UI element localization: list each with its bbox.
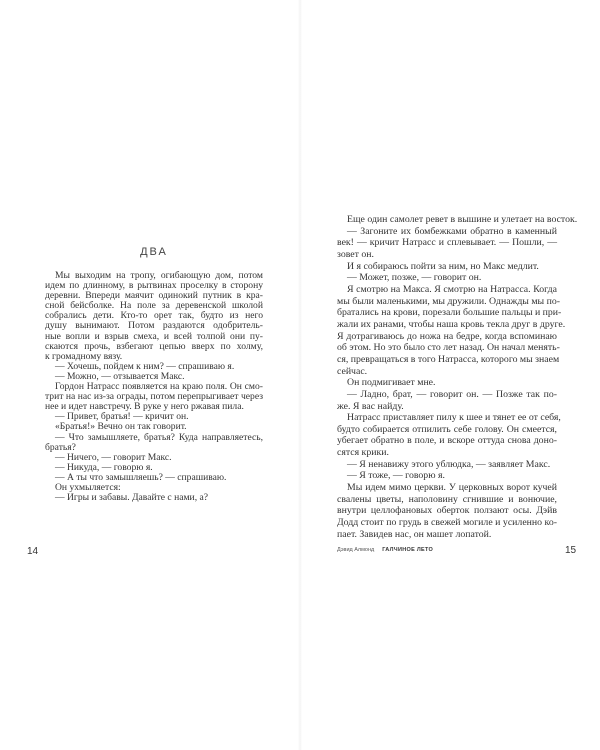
- text-line: к громадному вязу.: [45, 350, 123, 362]
- paragraph: [337, 470, 557, 482]
- text-line: братались на крови, порезали большие пальцы и при-: [337, 307, 562, 319]
- text-line: деревни. Впереди маячит одинокий путник в кра-: [45, 290, 263, 302]
- text-line: будто собирается отпилить себе голову. Он смеется,: [337, 423, 557, 435]
- text-line: ся, превращаться в того Натрасса, которого мы знаем: [337, 353, 560, 365]
- paragraph: [337, 214, 578, 226]
- right-page: [300, 0, 600, 750]
- paragraph: [45, 271, 263, 362]
- text-line: трит на нас из-за ограды, потом перепрыгивает через: [45, 391, 263, 403]
- text-line: сной бейсболке. На поле за деревенской школой: [45, 300, 263, 312]
- text-line: сятся крики.: [337, 447, 389, 459]
- paragraph: [337, 261, 557, 273]
- text-line: пает. Завидев нас, он машет лопатой.: [337, 528, 492, 540]
- right-page-text: [337, 214, 578, 540]
- left-page-text: [45, 271, 263, 503]
- text-line: мы были маленькими, мы дружили. Однажды мы по-: [337, 295, 560, 307]
- text-line: Гордон Натрасс появляется на краю поля. Он смо-: [55, 381, 263, 393]
- text-line: — Ничего, — говорит Макс.: [55, 451, 172, 463]
- text-line: век! — кричит Натрасс и сплевывает. — Пошли, —: [337, 237, 557, 249]
- page-number-left: 14: [27, 546, 39, 557]
- paragraph: [45, 433, 263, 453]
- text-line: — Хочешь, пойдем к ним? — спрашиваю я.: [55, 360, 235, 372]
- paragraph: [337, 226, 557, 261]
- text-line: — Я тоже, — говорю я.: [347, 470, 445, 482]
- paragraph: [45, 422, 263, 432]
- text-line: — Может, позже, — говорит он.: [347, 272, 482, 284]
- text-line: нее и идет навстречу. В руке у него ржавая пила.: [45, 401, 244, 413]
- text-line: ные вопли и взрыв смеха, и всей толпой они пу-: [45, 330, 263, 342]
- paragraph: [45, 382, 263, 412]
- text-line: свалены цветы, наполовину сгнившие и вонючие,: [337, 493, 557, 505]
- text-line: внутри целлофановых оберток ползают осы. Дэйв: [337, 505, 557, 517]
- text-line: душу вынимают. Потом раздаются одобритель-: [45, 320, 263, 332]
- text-line: Он ухмыляется:: [55, 481, 121, 493]
- text-line: — Никуда, — говорю я.: [55, 461, 153, 473]
- paragraph: [337, 459, 557, 471]
- paragraph: [337, 412, 561, 459]
- text-line: Мы выходим на тропу, огибающую дом, потом: [55, 270, 263, 281]
- text-line: Он подмигивает мне.: [347, 377, 436, 389]
- page-number-right: 15: [565, 545, 577, 556]
- paragraph: [337, 377, 557, 389]
- paragraph: [337, 283, 566, 377]
- text-line: Натрасс приставляет пилу к шее и тянет ее от себя,: [347, 412, 561, 424]
- text-line: братья?: [45, 441, 76, 453]
- text-line: Еще один самолет ревет в вышине и улетает на восток.: [347, 214, 578, 225]
- text-line: И я собираюсь пойти за ним, но Макс медлит.: [347, 260, 539, 272]
- chapter-title: ДВА: [140, 246, 168, 258]
- text-line: — А ты что замышляешь? — спрашиваю.: [55, 471, 227, 483]
- text-line: — Можно, — отзывается Макс.: [55, 370, 185, 382]
- footer-author: Дэвид Алмонд: [337, 547, 375, 553]
- paragraph: [337, 482, 557, 540]
- paragraph: [337, 389, 557, 412]
- text-line: — Игры и забавы. Давайте с нами, а?: [55, 492, 209, 504]
- text-line: «Братья!» Вечно он так говорит.: [55, 421, 187, 433]
- paragraph: [337, 272, 557, 284]
- footer-book-title: ГАЛЧИНОЕ ЛЕТО: [382, 547, 434, 553]
- text-line: сейчас.: [337, 365, 368, 377]
- running-footer: [337, 547, 433, 553]
- text-line: собрались дети. Кто-то орет так, будто из него: [45, 310, 263, 322]
- text-line: об этом. Но это было сто лет назад. Он начал менять-: [337, 342, 560, 354]
- text-line: — Загоните их бомбежками обратно в каменный: [347, 225, 557, 237]
- text-line: зовет он.: [337, 248, 374, 260]
- text-line: же. Я вас найду.: [337, 400, 404, 412]
- text-line: Я смотрю на Макса. Я смотрю на Натрасса. Когда: [347, 283, 557, 295]
- text-line: Мы идем мимо церкви. У церковных ворот кучей: [347, 482, 557, 494]
- text-line: жали их ранами, чтобы наша кровь текла друг в друге.: [337, 318, 566, 330]
- text-line: — Ладно, брат, — говорит он. — Позже так по-: [347, 388, 557, 400]
- text-line: — Я ненавижу этого ублюдка, — заявляет Макс.: [347, 458, 551, 470]
- text-line: Додд стоит по грудь в свежей могиле и усиленно ко-: [337, 517, 557, 529]
- text-line: убегает обратно в поле, и вскоре оттуда снова доно-: [337, 435, 557, 447]
- text-line: — Привет, братья! — кричит он.: [55, 411, 189, 423]
- paragraph: [45, 493, 263, 503]
- text-line: Я дотрагиваюсь до ножа на бедре, когда вспоминаю: [337, 330, 557, 342]
- text-line: идем по длинному, в рытвинах проселку в сторону: [45, 280, 263, 292]
- text-line: скаются прочь, взбегают цепью вверх по холму,: [45, 340, 263, 352]
- text-line: — Что замышляете, братья? Куда направляетесь,: [55, 431, 263, 443]
